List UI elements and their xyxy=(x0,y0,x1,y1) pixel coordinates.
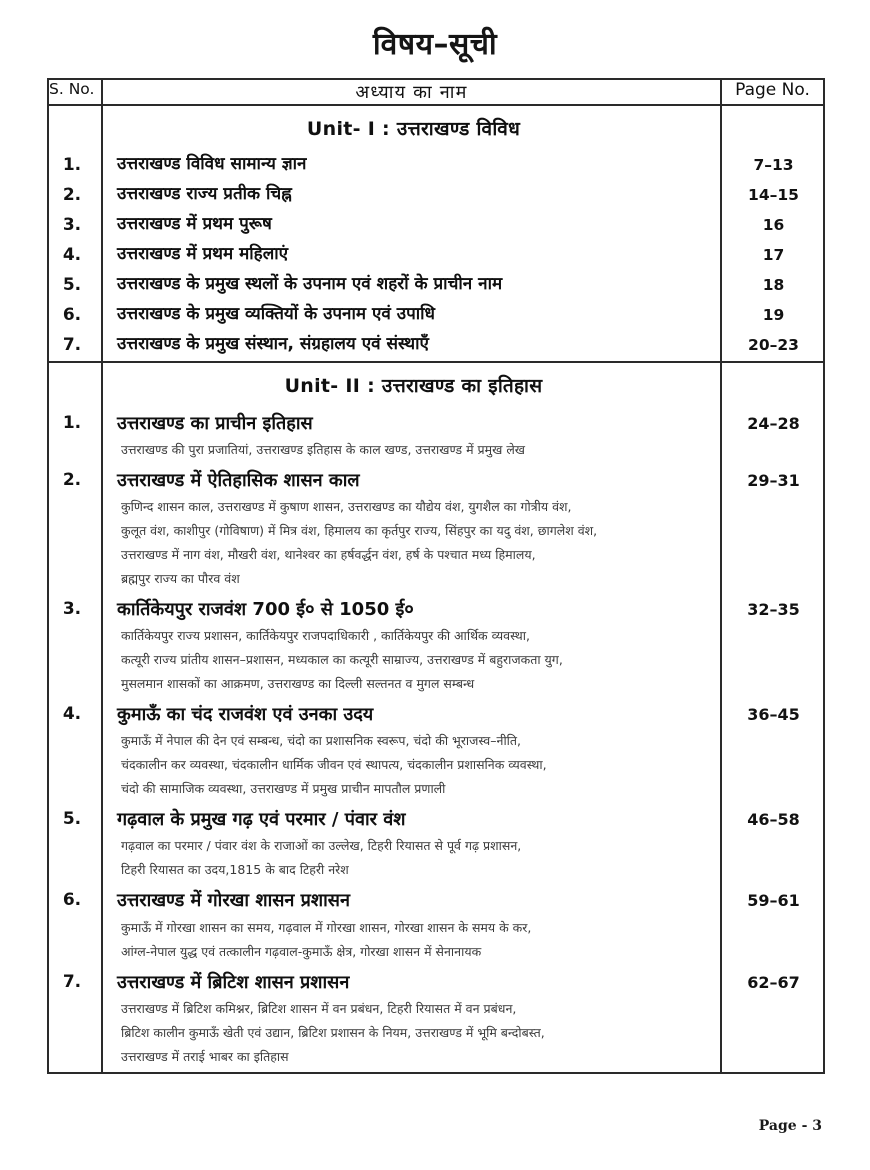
chapter-subtopic-line: कत्यूरी राज्य प्रांतीय शासन–प्रशासन, मध्यकाल का कत्यूरी साम्राज्य, उत्तराखण्ड में बहुराजकता युग, xyxy=(121,652,563,668)
row-serial-number: 3. xyxy=(49,211,103,241)
table-row xyxy=(49,181,825,211)
chapter-subtopics xyxy=(117,729,710,804)
row-serial-number: 2. xyxy=(49,181,103,211)
row-chapter-cell xyxy=(103,594,722,699)
table-row xyxy=(49,885,825,966)
table-header-row xyxy=(48,79,824,105)
chapter-title: उत्तराखण्ड राज्य प्रतीक चिह्न xyxy=(117,184,292,204)
chapter-title: कार्तिकेयपुर राजवंश 700 ई० से 1050 ई० xyxy=(117,599,414,621)
row-serial-number: 7. xyxy=(49,331,103,361)
chapter-subtopic-line: कुमाऊँ में नेपाल की देन एवं सम्बन्ध, चंदो का प्रशासनिक स्वरूप, चंदो की भूराजस्व–नीति, xyxy=(121,733,522,749)
chapter-subtopics xyxy=(117,624,710,699)
chapter-subtopic-line: चंदकालीन कर व्यवस्था, चंदकालीन धार्मिक जीवन एवं स्थापत्य, चंदकालीन प्रशासनिक व्यवस्था, xyxy=(121,757,547,773)
table-row xyxy=(49,699,825,804)
chapter-subtopic-line: उत्तराखण्ड की पुरा प्रजातियां, उत्तराखण्ड इतिहास के काल खण्ड, उत्तराखण्ड में प्रमुख लेख xyxy=(121,442,526,458)
chapter-subtopic-line: टिहरी रियासत का उदय,1815 के बाद टिहरी नरेश xyxy=(121,862,349,878)
chapter-title: उत्तराखण्ड में गोरखा शासन प्रशासन xyxy=(117,890,350,912)
chapter-title: कुमाऊँ का चंद राजवंश एवं उनका उदय xyxy=(117,704,374,726)
unit-heading-cell xyxy=(103,106,722,151)
chapter-subtopic-line: उत्तराखण्ड में ब्रिटिश कमिश्नर, ब्रिटिश शासन में वन प्रबंधन, टिहरी रियासत में वन प्रबंधन, xyxy=(121,1000,517,1016)
chapter-title: उत्तराखण्ड में प्रथम महिलाएं xyxy=(117,244,289,264)
chapter-subtopics xyxy=(117,495,710,594)
units-root xyxy=(49,106,823,1072)
chapter-title: उत्तराखण्ड में प्रथम पुरूष xyxy=(117,214,272,234)
chapter-subtopic-line: कुलूत वंश, काशीपुर (गोविषाण) में मित्र वंश, हिमालय का कृर्तपुर राज्य, सिंहपुर का यदु वंश, छागलेश वंश, xyxy=(121,523,598,539)
column-header-serial-number: S. No. xyxy=(48,79,102,105)
chapter-subtopic-line: मुसलमान शासकों का आक्रमण, उत्तराखण्ड का दिल्ली सल्तनत व मुगल सम्बन्ध xyxy=(121,676,475,692)
row-chapter-cell xyxy=(103,967,722,1072)
row-page-number: 19 xyxy=(762,306,785,324)
row-serial-number: 4. xyxy=(49,699,103,804)
row-chapter-cell xyxy=(103,151,722,181)
row-serial-number: 7. xyxy=(49,967,103,1072)
chapter-title: उत्तराखण्ड विविध सामान्य ज्ञान xyxy=(117,154,307,174)
row-chapter-cell xyxy=(103,465,722,594)
unit-heading-serial-spacer xyxy=(49,363,103,408)
unit-heading-text: Unit- I : उत्तराखण्ड विविध xyxy=(306,118,521,140)
row-chapter-cell xyxy=(103,804,722,885)
table-row xyxy=(49,967,825,1072)
chapter-title: उत्तराखण्ड के प्रमुख संस्थान, संग्रहालय एवं संस्थाएँ xyxy=(117,334,429,354)
table-header xyxy=(48,79,824,105)
row-chapter-cell xyxy=(103,699,722,804)
row-page-number: 20–23 xyxy=(748,336,799,354)
row-page-number: 18 xyxy=(762,276,785,294)
unit-heading-cell xyxy=(103,363,722,408)
row-serial-number: 3. xyxy=(49,594,103,699)
row-chapter-cell xyxy=(103,271,722,301)
table-of-contents xyxy=(47,78,825,1074)
unit-heading-page-spacer xyxy=(722,106,825,151)
row-serial-number: 5. xyxy=(49,804,103,885)
row-page-number: 59–61 xyxy=(747,891,800,911)
row-serial-number: 4. xyxy=(49,241,103,271)
unit-heading-text: Unit- II : उत्तराखण्ड का इतिहास xyxy=(284,375,543,397)
table-body xyxy=(48,105,824,1073)
row-chapter-cell xyxy=(103,331,722,361)
row-serial-number: 6. xyxy=(49,301,103,331)
table-row xyxy=(49,211,825,241)
chapter-subtopics xyxy=(117,916,710,967)
row-page-number: 17 xyxy=(762,246,785,264)
row-page-number: 32–35 xyxy=(747,600,800,620)
chapter-subtopic-line: ब्रिटिश कालीन कुमाऊँ खेती एवं उद्यान, ब्रिटिश प्रशासन के नियम, उत्तराखण्ड में भूमि बन्दोबस्त, xyxy=(121,1024,545,1040)
unit-block xyxy=(49,106,823,363)
chapter-title: उत्तराखण्ड में ऐतिहासिक शासन काल xyxy=(117,470,360,492)
chapter-subtopic-line: कुमाऊँ में गोरखा शासन का समय, गढ़वाल में गोरखा शासन, गोरखा शासन के समय के कर, xyxy=(121,919,532,935)
unit-grid xyxy=(49,106,825,361)
row-page-number: 16 xyxy=(762,216,785,234)
chapter-title: उत्तराखण्ड में ब्रिटिश शासन प्रशासन xyxy=(117,971,350,993)
unit-block xyxy=(49,363,823,1072)
chapter-title: गढ़वाल के प्रमुख गढ़ एवं परमार / पंवार वंश xyxy=(117,809,406,831)
table-row xyxy=(49,151,825,181)
column-header-page-number: Page No. xyxy=(721,79,824,105)
row-page-number: 24–28 xyxy=(747,414,800,433)
table-row xyxy=(49,594,825,699)
row-page-number: 7–13 xyxy=(753,156,794,174)
chapter-title: उत्तराखण्ड के प्रमुख स्थलों के उपनाम एवं शहरों के प्राचीन नाम xyxy=(117,274,503,294)
chapter-subtopics xyxy=(117,438,710,465)
unit-heading-row xyxy=(49,363,825,408)
page-footer: Page - 3 xyxy=(758,1118,822,1134)
chapter-subtopic-line: कार्तिकेयपुर राज्य प्रशासन, कार्तिकेयपुर राजपदाधिकारी , कार्तिकेयपुर की आर्थिक व्यवस्था, xyxy=(121,628,530,644)
row-serial-number: 2. xyxy=(49,465,103,594)
row-chapter-cell xyxy=(103,301,722,331)
unit-heading-row xyxy=(49,106,825,151)
row-chapter-cell xyxy=(103,408,722,465)
unit-section-row xyxy=(48,105,824,1073)
chapter-subtopic-line: उत्तराखण्ड में तराई भाबर का इतिहास xyxy=(121,1048,289,1064)
unit-grid xyxy=(49,363,825,1072)
unit-heading-page-spacer xyxy=(722,363,825,408)
table-row xyxy=(49,301,825,331)
column-header-chapter-name: अध्याय का नाम xyxy=(102,79,721,105)
chapter-subtopics xyxy=(117,834,710,885)
row-serial-number: 5. xyxy=(49,271,103,301)
table-row xyxy=(49,804,825,885)
row-chapter-cell xyxy=(103,885,722,966)
row-page-number: 62–67 xyxy=(747,972,800,992)
row-chapter-cell xyxy=(103,211,722,241)
chapter-subtopic-line: आंग्ल-नेपाल युद्ध एवं तत्कालीन गढ़वाल-कुमाऊँ क्षेत्र, गोरखा शासन में सेनानायक xyxy=(121,943,482,959)
row-chapter-cell xyxy=(103,181,722,211)
chapter-title: उत्तराखण्ड का प्राचीन इतिहास xyxy=(117,413,313,434)
table-row xyxy=(49,331,825,361)
chapter-subtopic-line: उत्तराखण्ड में नाग वंश, मौखरी वंश, थानेश्वर का हर्षवर्द्धन वंश, हर्ष के पश्चात मध्य हिमालय, xyxy=(121,547,536,563)
row-serial-number: 1. xyxy=(49,408,103,465)
row-page-number: 36–45 xyxy=(747,705,800,725)
chapter-subtopic-line: गढ़वाल का परमार / पंवार वंश के राजाओं का उल्लेख, टिहरी रियासत से पूर्व गढ़ प्रशासन, xyxy=(121,838,522,854)
row-page-number: 46–58 xyxy=(747,810,800,830)
row-serial-number: 1. xyxy=(49,151,103,181)
unit-heading-serial-spacer xyxy=(49,106,103,151)
chapter-subtopics xyxy=(117,997,710,1072)
table-row xyxy=(49,465,825,594)
table-row xyxy=(49,241,825,271)
chapter-subtopic-line: कुणिन्द शासन काल, उत्तराखण्ड में कुषाण शासन, उत्तराखण्ड का यौद्येय वंश, युगशैल का गोत्रीय वंश, xyxy=(121,499,572,515)
row-chapter-cell xyxy=(103,241,722,271)
row-serial-number: 6. xyxy=(49,885,103,966)
chapter-subtopic-line: ब्रह्मपुर राज्य का पौरव वंश xyxy=(121,571,240,587)
chapter-title: उत्तराखण्ड के प्रमुख व्यक्तियों के उपनाम एवं उपाधि xyxy=(117,304,435,324)
unit-sections-container xyxy=(48,105,824,1073)
row-page-number: 29–31 xyxy=(747,471,800,491)
row-page-number: 14–15 xyxy=(748,186,799,204)
table-row xyxy=(49,408,825,465)
chapter-subtopic-line: चंदो की सामाजिक व्यवस्था, उत्तराखण्ड में प्रमुख प्राचीन मापतौल प्रणाली xyxy=(121,781,446,797)
page-title: विषय–सूची xyxy=(372,27,498,62)
table-row xyxy=(49,271,825,301)
